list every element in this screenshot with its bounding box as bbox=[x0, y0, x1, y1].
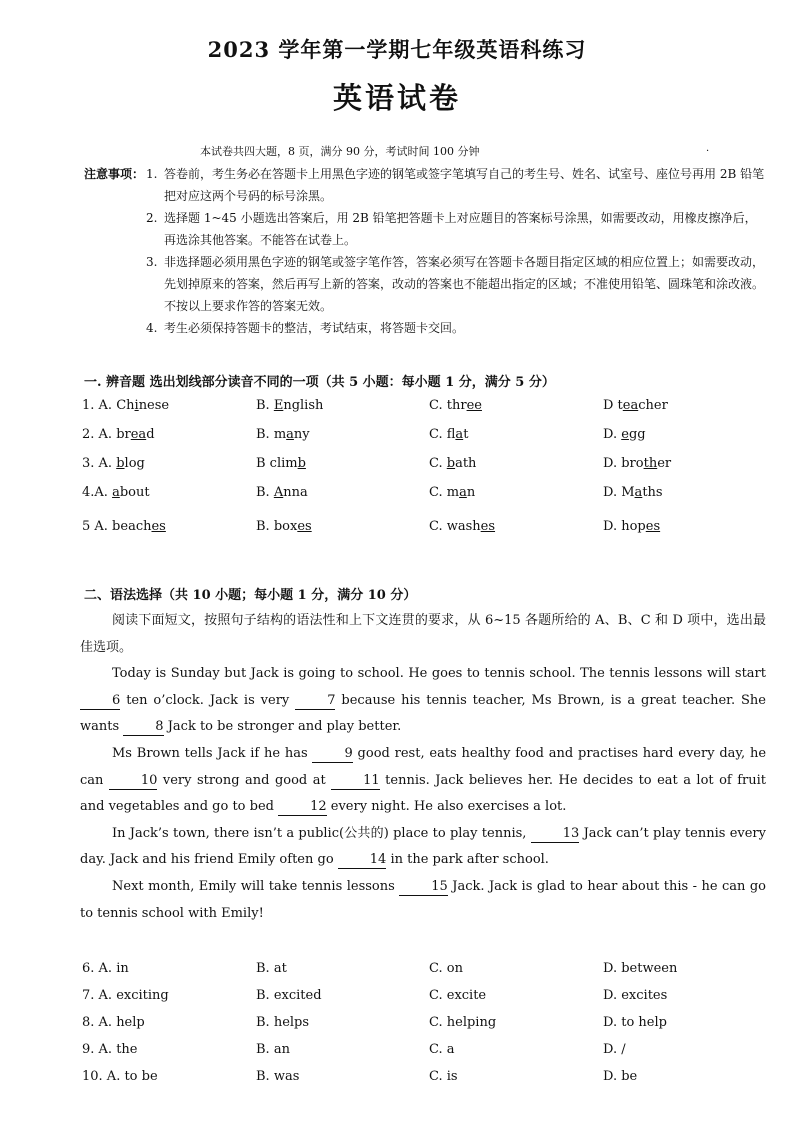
option-d: D. egg bbox=[603, 427, 646, 442]
blank-13: 13 bbox=[531, 826, 580, 843]
grammar-options-row bbox=[82, 961, 782, 981]
option-b: B. at bbox=[256, 961, 287, 976]
note-number: 4. bbox=[146, 321, 158, 335]
phonetics-question bbox=[82, 519, 782, 539]
exam-info: 本试卷共四大题，8 页，满分 90 分，考试时间 100 分钟 bbox=[200, 145, 480, 158]
note-text: 非选择题必须用黑色字迹的钢笔或签字笔作答，答案必须写在答题卡各题目指定区域的相应位置上；如需要改动，先划掉原来的答案，然后再写上新的答案，改动的答案也不能超出指定的区域；不准使用铅笔、圆珠笔和涂改液。不按以上要求作答的答案无效。 bbox=[164, 255, 765, 313]
blank-8: 8 bbox=[123, 719, 163, 736]
phonetics-question bbox=[82, 456, 782, 476]
option-d: D. be bbox=[603, 1069, 638, 1084]
option-a: 3. A. blog bbox=[82, 456, 145, 471]
option-a: 10. A. to be bbox=[82, 1069, 158, 1084]
exam-title: 2023 学年第一学期七年级英语科练习 bbox=[207, 37, 587, 62]
option-a: 4.A. about bbox=[82, 485, 150, 500]
phonetics-question bbox=[82, 485, 782, 505]
stray-mark: · bbox=[706, 146, 710, 157]
option-a: 5 A. beaches bbox=[82, 519, 166, 534]
grammar-passage bbox=[80, 608, 766, 927]
option-d: D. Maths bbox=[603, 485, 663, 500]
note-text: 选择题 1~45 小题选出答案后，用 2B 铅笔把答题卡上对应题目的答案标号涂黑，如需要改动，用橡皮擦净后，再选涂其他答案。不能答在试卷上。 bbox=[164, 211, 757, 247]
option-b: B. Anna bbox=[256, 485, 308, 500]
note-text: 答卷前，考生务必在答题卡上用黑色字迹的钢笔或签字笔填写自己的考生号、姓名、试室号、座位号再用 2B 铅笔把对应这两个号码的标号涂黑。 bbox=[164, 167, 765, 203]
blank-6: 6 bbox=[80, 693, 120, 710]
grammar-options-row bbox=[82, 1042, 782, 1062]
option-a: 8. A. help bbox=[82, 1015, 145, 1030]
blank-9: 9 bbox=[312, 746, 352, 763]
passage-paragraph: In Jack’s town, there isn’t a public(公共的) place to play tennis, 13 Jack can’t play tennis every day. Jack and his friend Emily often go 14 in the park after school. bbox=[80, 825, 766, 868]
phonetics-question bbox=[82, 427, 782, 447]
option-b: B. boxes bbox=[256, 519, 312, 534]
note-item bbox=[84, 251, 768, 317]
option-c: C. helping bbox=[429, 1015, 497, 1030]
option-d: D teacher bbox=[603, 398, 668, 413]
option-c: C. washes bbox=[429, 519, 496, 534]
option-b: B. helps bbox=[256, 1015, 310, 1030]
note-item bbox=[84, 163, 768, 207]
option-b: B. was bbox=[256, 1069, 300, 1084]
option-a: 9. A. the bbox=[82, 1042, 138, 1057]
passage-paragraph: Next month, Emily will take tennis lessons 15 Jack. Jack is glad to hear about this - he can go to tennis school with Emily! bbox=[80, 878, 767, 921]
section2-instruction: 阅读下面短文，按照句子结构的语法性和上下文连贯的要求，从 6~15 各题所给的 A、B、C 和 D 项中，选出最佳选项。 bbox=[80, 613, 766, 655]
passage-paragraph: Today is Sunday but Jack is going to school. He goes to tennis school. The tennis lessons will start 6 ten o’clock. Jack is very 7 because his tennis teacher, Ms Brown, is a great teacher. She wants 8 Jack to be stronger and play better. bbox=[80, 666, 766, 735]
option-c: C. on bbox=[429, 961, 463, 976]
blank-12: 12 bbox=[278, 799, 327, 816]
grammar-options-row bbox=[82, 1069, 782, 1089]
grammar-options-row bbox=[82, 988, 782, 1008]
option-d: D. to help bbox=[603, 1015, 667, 1030]
option-c: C. bath bbox=[429, 456, 477, 471]
option-c: C. man bbox=[429, 485, 476, 500]
blank-10: 10 bbox=[109, 773, 158, 790]
note-number: 3. bbox=[146, 255, 158, 269]
option-b: B. excited bbox=[256, 988, 322, 1003]
blank-14: 14 bbox=[338, 852, 387, 869]
option-d: D. excites bbox=[603, 988, 668, 1003]
phonetics-question bbox=[82, 398, 782, 418]
note-item bbox=[84, 207, 768, 251]
option-c: C. is bbox=[429, 1069, 458, 1084]
option-a: 2. A. bread bbox=[82, 427, 155, 442]
option-d: D. brother bbox=[603, 456, 672, 471]
grammar-options-row bbox=[82, 1015, 782, 1035]
passage-paragraph: Ms Brown tells Jack if he has 9 good rest, eats healthy food and practises hard every day, he can 10 very strong and good at 11 tennis. Jack believes her. He decides to eat a lot of fruit and vegetables and go to bed 12 every night. He also exercises a lot. bbox=[80, 745, 767, 815]
blank-15: 15 bbox=[399, 879, 448, 896]
section2-heading: 二、语法选择（共 10 小题；每小题 1 分，满分 10 分） bbox=[84, 588, 417, 603]
option-b: B climb bbox=[256, 456, 306, 471]
option-c: C. a bbox=[429, 1042, 455, 1057]
exam-subtitle: 英语试卷 bbox=[332, 81, 461, 115]
section1-heading: 一. 辨音题 选出划线部分读音不同的一项（共 5 小题：每小题 1 分，满分 5 分） bbox=[84, 375, 555, 390]
option-c: C. excite bbox=[429, 988, 487, 1003]
option-a: 6. A. in bbox=[82, 961, 129, 976]
note-item bbox=[84, 317, 768, 339]
blank-11: 11 bbox=[331, 773, 380, 790]
option-d: D. between bbox=[603, 961, 678, 976]
option-a: 7. A. exciting bbox=[82, 988, 169, 1003]
option-c: C. three bbox=[429, 398, 482, 413]
notes-block bbox=[84, 163, 768, 339]
option-b: B. many bbox=[256, 427, 310, 442]
note-number: 2. bbox=[146, 211, 158, 225]
option-b: B. an bbox=[256, 1042, 290, 1057]
option-d: D. / bbox=[603, 1042, 626, 1057]
note-number: 1. bbox=[146, 167, 158, 181]
option-d: D. hopes bbox=[603, 519, 661, 534]
blank-7: 7 bbox=[295, 693, 335, 710]
notes-label: 注意事项： bbox=[84, 167, 145, 181]
option-c: C. flat bbox=[429, 427, 469, 442]
option-a: 1. A. Chinese bbox=[82, 398, 170, 413]
option-b: B. English bbox=[256, 398, 324, 413]
note-text: 考生必须保持答题卡的整洁，考试结束，将答题卡交回。 bbox=[164, 321, 465, 335]
